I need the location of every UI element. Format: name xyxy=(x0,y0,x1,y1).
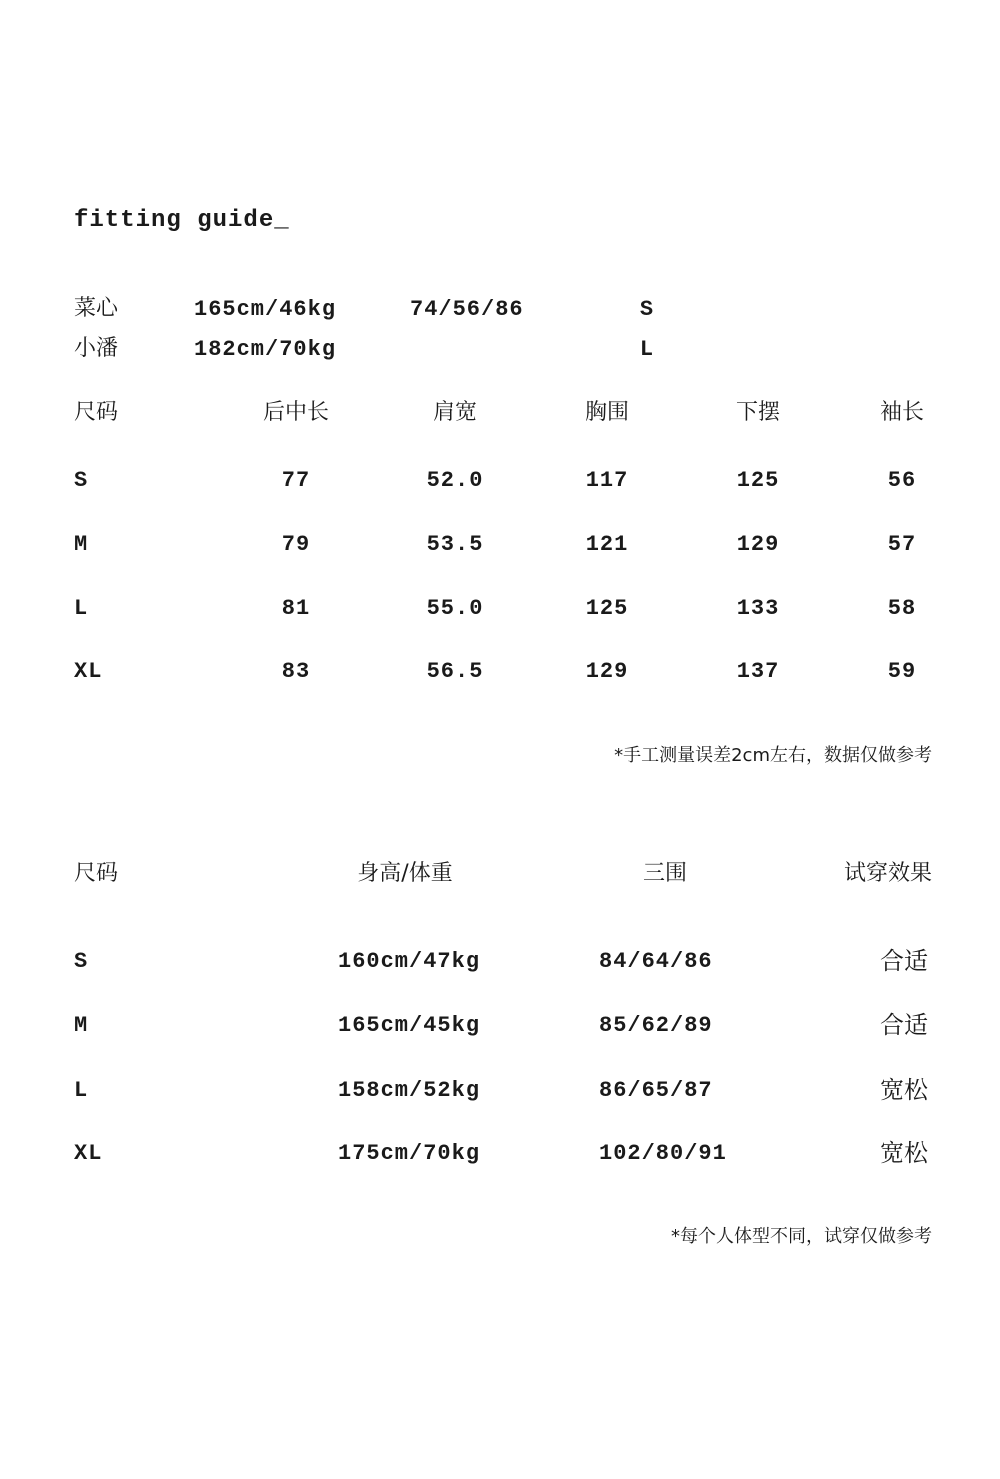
table-cell: 57 xyxy=(887,532,917,557)
header-cell: 三围 xyxy=(642,861,688,886)
table-cell: 133 xyxy=(736,596,780,621)
table-cell: 86/65/87 xyxy=(599,1078,713,1103)
header-cell: 身高/体重 xyxy=(357,861,453,886)
table-cell: 56 xyxy=(887,468,917,493)
header-cell: 尺码 xyxy=(74,400,119,425)
fit-result: 宽松 xyxy=(880,1076,928,1104)
header-cell: 后中长 xyxy=(262,400,330,425)
size-cell: L xyxy=(74,596,89,621)
table-cell: 175cm/70kg xyxy=(338,1141,481,1166)
size-cell: S xyxy=(74,468,89,493)
model-height-weight: 165cm/46kg xyxy=(194,297,337,322)
table-cell: 84/64/86 xyxy=(599,949,713,974)
table-cell: 158cm/52kg xyxy=(338,1078,481,1103)
table-cell: 160cm/47kg xyxy=(338,949,481,974)
table-cell: 129 xyxy=(736,532,780,557)
size-cell: L xyxy=(74,1078,89,1103)
model-size: L xyxy=(639,337,655,362)
measurement-note: *手工测量误差2cm左右，数据仅做参考 xyxy=(614,745,932,766)
header-cell: 试穿效果 xyxy=(843,861,932,886)
header-cell: 下摆 xyxy=(735,400,781,425)
page-title: fitting guide_ xyxy=(74,207,290,234)
model-height-weight: 182cm/70kg xyxy=(194,337,337,362)
table-cell: 58 xyxy=(887,596,917,621)
model-name: 小潘 xyxy=(74,336,119,361)
table-cell: 165cm/45kg xyxy=(338,1013,481,1038)
header-cell: 袖长 xyxy=(879,400,925,425)
table-cell: 129 xyxy=(585,659,629,684)
table-cell: 102/80/91 xyxy=(599,1141,727,1166)
table-cell: 79 xyxy=(281,532,311,557)
table-cell: 77 xyxy=(281,468,311,493)
table-cell: 55.0 xyxy=(426,596,484,621)
header-cell: 胸围 xyxy=(584,400,630,425)
fit-result: 合适 xyxy=(880,947,928,975)
size-cell: M xyxy=(74,532,89,557)
header-cell: 尺码 xyxy=(74,861,119,886)
table-cell: 52.0 xyxy=(426,468,484,493)
table-cell: 137 xyxy=(736,659,780,684)
table-cell: 81 xyxy=(281,596,311,621)
size-cell: XL xyxy=(74,1141,103,1166)
size-cell: S xyxy=(74,949,89,974)
model-measurements: 74/56/86 xyxy=(410,297,524,322)
size-cell: XL xyxy=(74,659,103,684)
table-cell: 83 xyxy=(281,659,311,684)
fit-result: 宽松 xyxy=(880,1139,928,1167)
table-cell: 85/62/89 xyxy=(599,1013,713,1038)
size-cell: M xyxy=(74,1013,89,1038)
header-cell: 肩宽 xyxy=(432,400,478,425)
try-on-note: *每个人体型不同，试穿仅做参考 xyxy=(671,1226,932,1247)
model-size: S xyxy=(639,297,655,322)
table-cell: 59 xyxy=(887,659,917,684)
table-cell: 56.5 xyxy=(426,659,484,684)
table-cell: 53.5 xyxy=(426,532,484,557)
table-cell: 125 xyxy=(585,596,629,621)
table-cell: 121 xyxy=(585,532,629,557)
model-name: 菜心 xyxy=(74,296,119,321)
fit-result: 合适 xyxy=(880,1011,928,1039)
table-cell: 125 xyxy=(736,468,780,493)
table-cell: 117 xyxy=(585,468,629,493)
